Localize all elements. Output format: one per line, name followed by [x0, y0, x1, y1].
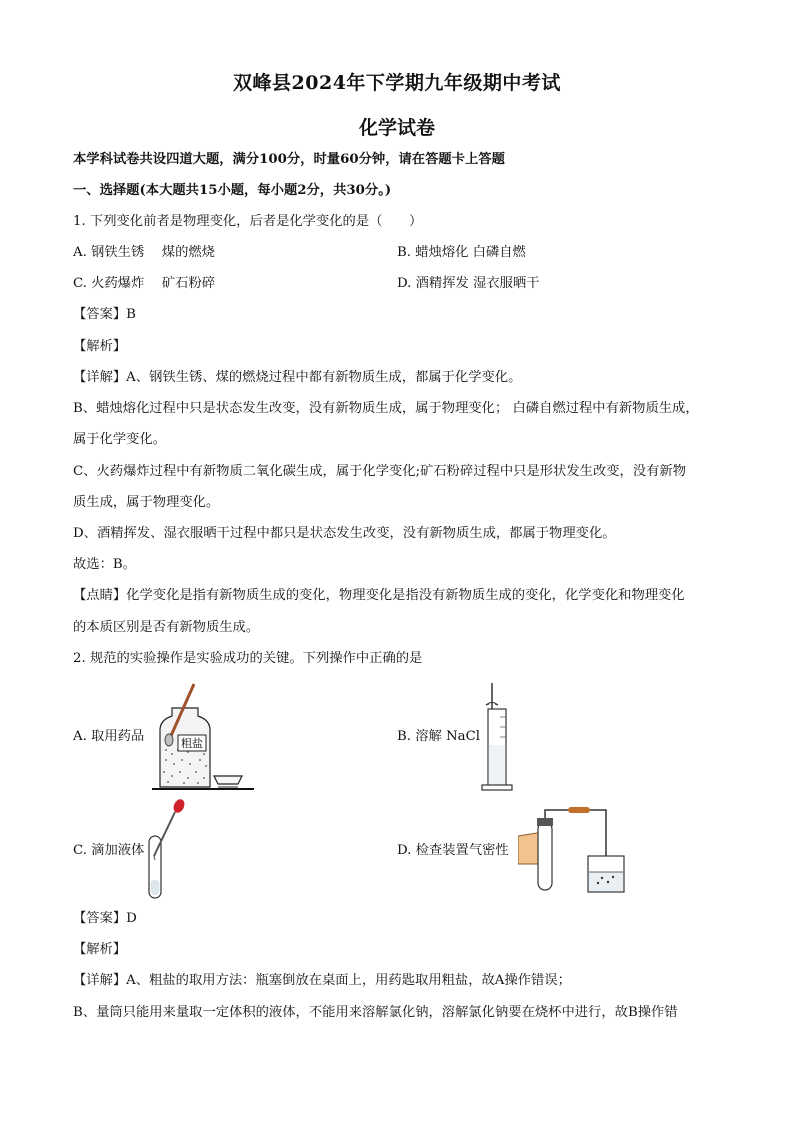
salt-bottle-figure [148, 680, 258, 795]
q1-analysis-tag: 【解析】 [73, 339, 127, 354]
q2-option-a: A. 取用药品 [73, 729, 145, 744]
bottle-label: 粗盐 [181, 737, 203, 750]
exam-subject-title: 化学试卷 [358, 117, 435, 139]
q1-detail-line: 属于化学变化。 [73, 432, 167, 447]
q1-tip-line: 的本质区别是否有新物质生成。 [73, 620, 260, 635]
question-2-stem: 2. 规范的实验操作是实验成功的关键。下列操作中正确的是 [73, 651, 423, 666]
q2-option-b: B. 溶解 NaCl [397, 729, 481, 744]
dropper-testtube-figure [142, 798, 194, 903]
airtightness-check-figure [518, 806, 628, 896]
q2-answer: 【答案】D [73, 911, 137, 926]
cylinder-stirring-figure [478, 683, 518, 793]
q1-detail-line: D、酒精挥发、湿衣服晒干过程中都只是状态发生改变，没有新物质生成，都属于物理变化。 [73, 526, 616, 541]
q1-option-d: D. 酒精挥发 湿衣服晒干 [397, 276, 540, 291]
exam-intro: 本学科试卷共设四道大题，满分100分，时量60分钟，请在答题卡上答题 [73, 152, 505, 167]
q1-detail-line: 质生成，属于物理变化。 [73, 495, 220, 510]
q2-analysis-tag: 【解析】 [73, 942, 127, 957]
q2-detail-line: 【详解】A、粗盐的取用方法：瓶塞倒放在桌面上，用药匙取用粗盐，故A操作错误； [73, 973, 571, 988]
q1-detail-line: B、蜡烛熔化过程中只是状态发生改变，没有新物质生成，属于物理变化； 白磷自燃过程中有新物质生成， [73, 401, 699, 416]
q1-detail-line: C、火药爆炸过程中有新物质二氧化碳生成，属于化学变化;矿石粉碎过程中只是形状发生改变，没有新物 [73, 464, 687, 479]
question-1-stem: 1. 下列变化前者是物理变化，后者是化学变化的是（ ） [73, 214, 423, 229]
q1-answer: 【答案】B [73, 307, 136, 322]
q1-option-b: B. 蜡烛熔化 白磷自燃 [397, 245, 526, 260]
q1-option-c: C. 火药爆炸 矿石粉碎 [73, 276, 216, 291]
q1-option-a: A. 钢铁生锈 煤的燃烧 [73, 245, 215, 260]
q1-tip-line: 【点睛】化学变化是指有新物质生成的变化，物理变化是指没有新物质生成的变化，化学变化和物理变化 [73, 588, 685, 603]
q1-detail-line: 【详解】A、钢铁生锈、煤的燃烧过程中都有新物质生成，都属于化学变化。 [73, 370, 522, 385]
section-heading: 一、选择题(本大题共15小题，每小题2分，共30分。) [73, 183, 392, 198]
q1-detail-line: 故选：B。 [73, 557, 136, 572]
q2-option-c: C. 滴加液体 [73, 843, 145, 858]
q2-detail-line: B、量筒只能用来量取一定体积的液体，不能用来溶解氯化钠，溶解氯化钠要在烧杯中进行，故B操作错 [73, 1005, 678, 1020]
q2-option-d: D. 检查装置气密性 [397, 843, 509, 858]
exam-title: 双峰县2024年下学期九年级期中考试 [233, 72, 561, 94]
